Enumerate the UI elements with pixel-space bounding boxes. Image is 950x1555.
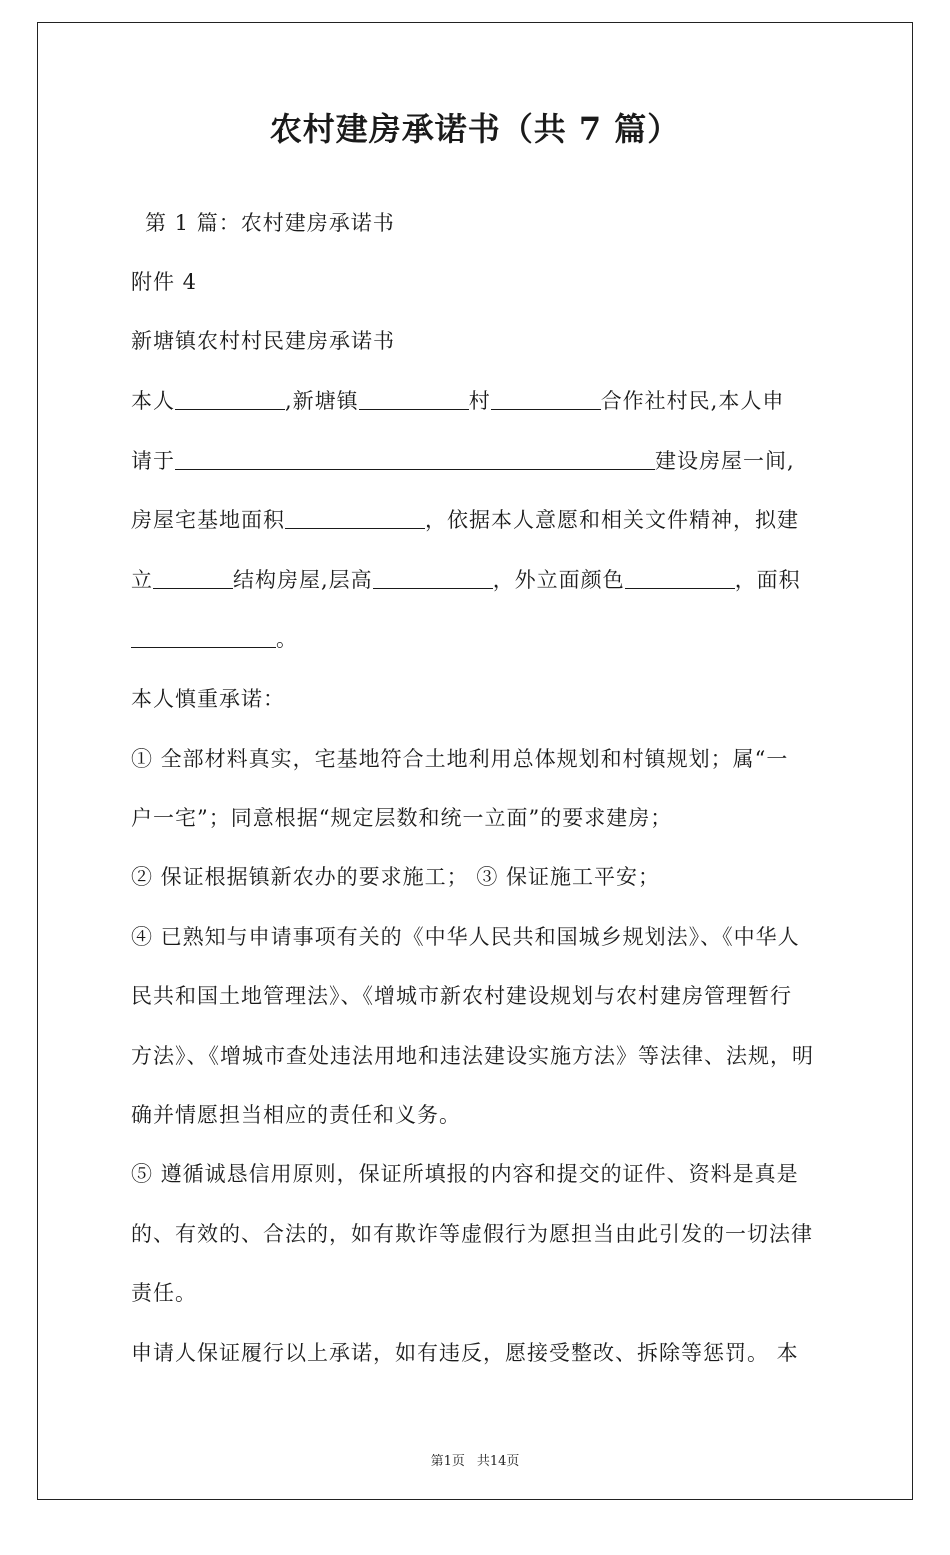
pledge-line: 申请人保证履行以上承诺，如有违反，愿接受整改、拆除等惩罚。 本	[131, 1341, 799, 1365]
fill-text: ，外立面颜色	[492, 568, 625, 592]
pledge-line: 确并情愿担当相应的责任和义务。	[131, 1103, 461, 1127]
pledge-line: 的、有效的、合法的，如有欺诈等虚假行为愿担当由此引发的一切法律	[131, 1222, 813, 1246]
pledge-intro: 本人慎重承诺：	[131, 687, 285, 711]
fill-text: 建设房屋一间,	[655, 449, 795, 473]
fill-text: 立	[131, 568, 153, 592]
fill-text: 。	[276, 627, 298, 651]
pledge-line: ④ 已熟知与申请事项有关的《中华人民共和国城乡规划法》、《中华人	[131, 925, 800, 949]
fill-text: 合作社村民,本人申	[600, 389, 785, 413]
pledge-line: 民共和国土地管理法》、《增城市新农村建设规划与农村建房管理暂行	[131, 984, 792, 1008]
blank-plot-area[interactable]	[285, 508, 425, 529]
document-title: 农村建房承诺书（共 7 篇）	[269, 110, 681, 148]
fill-text: 结构房屋,层高	[233, 568, 373, 592]
pledge-line: 责任。	[131, 1281, 197, 1305]
blank-floor-area[interactable]	[131, 627, 276, 648]
fill-line-4	[131, 565, 821, 595]
page-footer	[0, 1450, 950, 1469]
blank-location[interactable]	[175, 449, 655, 470]
fill-text: ，面积	[734, 568, 801, 592]
blank-floor-height[interactable]	[373, 568, 493, 589]
form-title: 新塘镇农村村民建房承诺书	[131, 329, 395, 353]
fill-text: 本人	[131, 389, 175, 413]
blank-village[interactable]	[359, 389, 469, 410]
fill-text: ,新塘镇	[285, 389, 359, 413]
blank-name[interactable]	[175, 389, 285, 410]
pledge-line: 户一宅”；同意根据“规定层数和统一立面”的要求建房；	[131, 806, 673, 830]
page-number: 第1页	[430, 1454, 465, 1469]
pledge-line: ⑤ 遵循诚恳信用原则，保证所填报的内容和提交的证件、资料是真是	[131, 1162, 799, 1186]
fill-text: ，依据本人意愿和相关文件精神，拟建	[425, 508, 799, 532]
attachment-label: 附件 4	[131, 270, 198, 294]
fill-line-1	[131, 386, 821, 416]
blank-cooperative[interactable]	[491, 389, 601, 410]
pledge-line: ① 全部材料真实，宅基地符合土地利用总体规划和村镇规划；属“一	[131, 747, 789, 771]
fill-text: 房屋宅基地面积	[131, 508, 285, 532]
fill-text: 请于	[131, 449, 175, 473]
page-total: 共14页	[476, 1454, 520, 1469]
section-heading: 第 1 篇：农村建房承诺书	[145, 211, 395, 235]
fill-line-2	[131, 446, 821, 476]
pledge-line: ② 保证根据镇新农办的要求施工； ③ 保证施工平安；	[131, 865, 661, 889]
fill-line-3	[131, 505, 821, 535]
blank-structure[interactable]	[153, 568, 233, 589]
fill-line-5	[131, 624, 821, 654]
fill-text: 村	[468, 389, 491, 413]
pledge-line: 方法》、《增城市查处违法用地和违法建设实施方法》等法律、法规，明	[131, 1044, 814, 1068]
blank-facade-color[interactable]	[625, 568, 735, 589]
